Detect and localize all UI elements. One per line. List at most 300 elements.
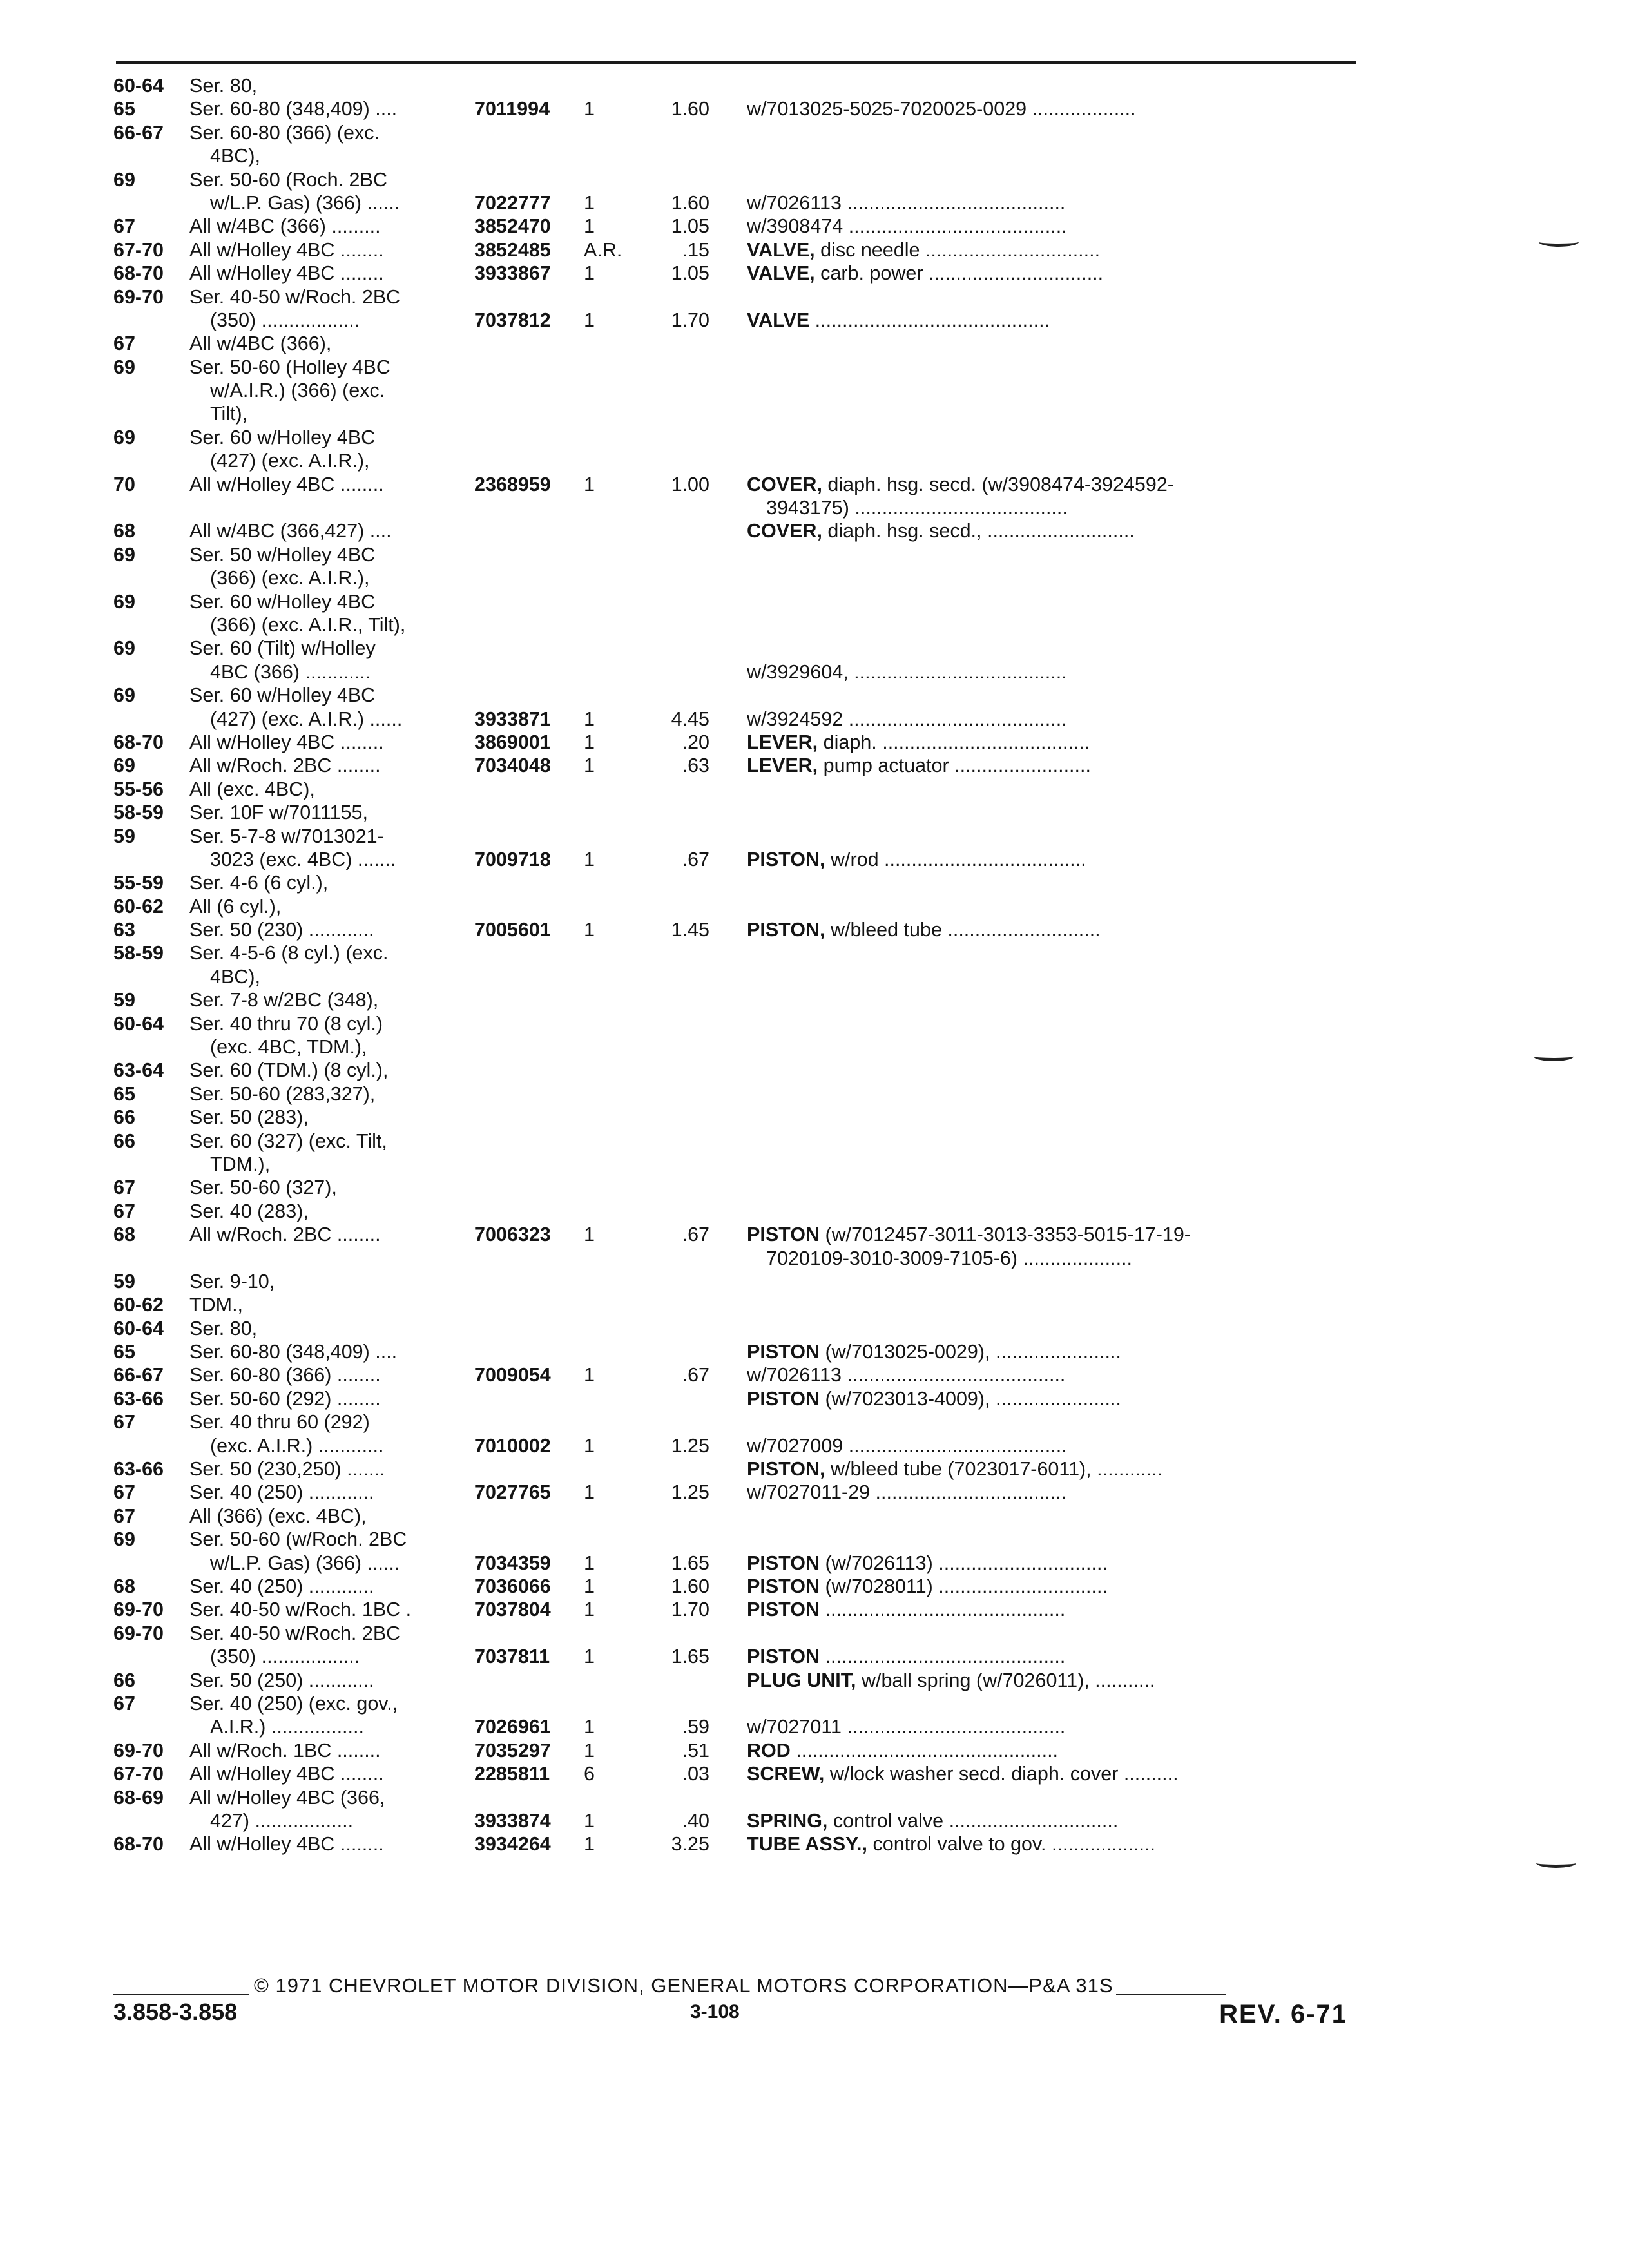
model-year: 68-70 <box>113 731 164 753</box>
application: Ser. 40 (250) ............ <box>189 1575 374 1597</box>
table-row <box>113 379 1360 402</box>
column-gap <box>709 1715 747 1738</box>
table-row <box>113 1223 1360 1246</box>
quantity <box>584 1035 648 1059</box>
footer-copyright: © 1971 CHEVROLET MOTOR DIVISION, GENERAL MOTORS CORPORATION—P&A 31S <box>254 1974 1113 1997</box>
quantity: 1 <box>584 1739 595 1762</box>
quantity <box>584 285 648 309</box>
description-heading: VALVE, <box>747 262 815 285</box>
part-number: 3934264 <box>474 1833 551 1856</box>
table-row <box>113 496 1360 519</box>
column-gap <box>709 1059 747 1082</box>
column-gap <box>709 379 747 402</box>
description <box>747 1153 1360 1176</box>
part-number <box>474 1528 584 1551</box>
column-gap <box>709 1176 747 1199</box>
application: Ser. 50-60 (Roch. 2BC <box>189 168 387 191</box>
part-number <box>474 1106 584 1129</box>
description-heading: VALVE <box>747 309 810 331</box>
application: Ser. 5-7-8 w/7013021- <box>189 825 384 847</box>
application: Ser. 60 (327) (exc. Tilt, <box>189 1129 387 1152</box>
price: 1.00 <box>671 473 709 495</box>
price: .59 <box>682 1716 709 1738</box>
column-gap <box>709 168 747 191</box>
price <box>648 379 709 402</box>
top-rule <box>116 61 1356 64</box>
price <box>648 1012 709 1035</box>
quantity <box>584 1129 648 1153</box>
part-number: 7022777 <box>474 191 551 214</box>
part-number <box>474 1410 584 1434</box>
quantity: 1 <box>584 919 595 941</box>
application: All w/Holley 4BC ........ <box>189 1833 384 1856</box>
table-row <box>113 1035 1360 1059</box>
table-row <box>113 1762 1360 1785</box>
description <box>747 1762 1360 1785</box>
description <box>747 801 1360 824</box>
table-row <box>113 426 1360 449</box>
part-number <box>474 1200 584 1223</box>
description-text: w/3924592 ........................................ <box>747 707 1067 730</box>
application: All w/Holley 4BC (366, <box>189 1786 385 1809</box>
quantity <box>584 1692 648 1715</box>
table-row <box>113 1809 1360 1832</box>
column-gap <box>709 1410 747 1434</box>
model-year: 70 <box>113 473 135 495</box>
description <box>747 1223 1360 1246</box>
description <box>747 1387 1360 1410</box>
table-row <box>113 1153 1360 1176</box>
application: Ser. 80, <box>189 1317 258 1340</box>
quantity <box>584 1012 648 1035</box>
application: Ser. 80, <box>189 75 258 97</box>
table-row <box>113 215 1360 238</box>
description <box>747 1106 1360 1129</box>
part-number <box>474 941 584 965</box>
quantity <box>584 1059 648 1082</box>
table-row <box>113 895 1360 918</box>
model-year: 69-70 <box>113 1622 164 1644</box>
description <box>747 941 1360 965</box>
application: Ser. 40 (250) ............ <box>189 1481 374 1504</box>
description-heading: PISTON <box>747 1387 820 1410</box>
quantity: 1 <box>584 191 595 214</box>
part-number: 3933871 <box>474 707 551 730</box>
quantity: 1 <box>584 707 595 730</box>
price <box>648 660 709 684</box>
column-gap <box>709 402 747 425</box>
price <box>648 449 709 472</box>
price: .67 <box>682 848 709 870</box>
description-text: control valve to gov. ................... <box>872 1833 1155 1856</box>
description <box>747 613 1360 637</box>
application: w/L.P. Gas) (366) ...... <box>210 1552 400 1574</box>
price <box>648 1106 709 1129</box>
table-row <box>113 1832 1360 1856</box>
part-number <box>474 285 584 309</box>
description-text: w/7027009 ........................................ <box>747 1434 1067 1457</box>
binding-mark <box>1536 1858 1576 1868</box>
price: .67 <box>682 1224 709 1246</box>
table-row <box>113 613 1360 637</box>
price <box>648 332 709 355</box>
quantity: 1 <box>584 848 595 870</box>
part-number <box>474 519 584 543</box>
description <box>747 1528 1360 1551</box>
application: All w/Roch. 2BC ........ <box>189 1224 381 1246</box>
application: Ser. 60 w/Holley 4BC <box>189 684 376 707</box>
description <box>747 918 1360 941</box>
column-gap <box>709 1247 747 1270</box>
model-year: 69 <box>113 543 135 566</box>
model-year <box>113 1552 189 1575</box>
table-row <box>113 1317 1360 1340</box>
model-year: 66 <box>113 1669 135 1691</box>
column-gap <box>709 1457 747 1481</box>
application: Ser. 50 (230) ............ <box>189 919 374 941</box>
description-heading: PISTON <box>747 1224 820 1246</box>
model-year: 69 <box>113 637 135 660</box>
part-number <box>474 1059 584 1082</box>
table-row <box>113 332 1360 355</box>
model-year: 63-64 <box>113 1059 164 1082</box>
price <box>648 1669 709 1692</box>
price: .67 <box>682 1364 709 1387</box>
application: Ser. 50-60 (292) ........ <box>189 1387 381 1410</box>
model-year <box>113 1434 189 1457</box>
description <box>747 1504 1360 1528</box>
column-gap <box>709 941 747 965</box>
price <box>648 965 709 988</box>
part-number <box>474 684 584 707</box>
description-text: w/7026113 ........................................ <box>747 1364 1066 1387</box>
column-gap <box>709 191 747 215</box>
part-number <box>474 1153 584 1176</box>
model-year <box>113 496 189 519</box>
table-row <box>113 144 1360 168</box>
description-text: w/7013025-5025-7020025-0029 ................... <box>747 98 1136 120</box>
application: Ser. 60-80 (366) ........ <box>189 1364 381 1387</box>
part-number <box>474 144 584 168</box>
table-row <box>113 590 1360 613</box>
application: All w/4BC (366) ......... <box>189 215 381 238</box>
footer-rule-left <box>113 1994 249 1995</box>
model-year <box>113 402 189 425</box>
column-gap <box>709 1387 747 1410</box>
application: All (exc. 4BC), <box>189 778 315 800</box>
description <box>747 1200 1360 1223</box>
application: Ser. 4-6 (6 cyl.), <box>189 872 329 894</box>
description-text: w/bleed tube ............................ <box>830 919 1101 941</box>
application: Ser. 50 (250) ............ <box>189 1669 374 1691</box>
model-year: 59 <box>113 1270 135 1293</box>
quantity <box>584 1786 648 1809</box>
quantity <box>584 778 648 801</box>
price <box>648 1247 709 1270</box>
column-gap <box>709 895 747 918</box>
model-year: 67 <box>113 1481 135 1504</box>
model-year: 68 <box>113 520 135 543</box>
quantity <box>584 590 648 613</box>
table-row <box>113 566 1360 590</box>
table-row <box>113 1410 1360 1434</box>
description <box>747 825 1360 848</box>
price <box>648 74 709 97</box>
application: Ser. 10F w/7011155, <box>189 802 368 824</box>
description <box>747 496 1360 519</box>
part-number: 3933867 <box>474 262 551 285</box>
part-number: 2285811 <box>474 1763 550 1785</box>
price <box>648 1622 709 1645</box>
description <box>747 1669 1360 1692</box>
column-gap <box>709 1762 747 1785</box>
model-year: 66 <box>113 1129 135 1152</box>
description-text: control valve ............................... <box>833 1809 1119 1832</box>
quantity: 1 <box>584 1716 595 1738</box>
quantity <box>584 543 648 566</box>
quantity: 1 <box>584 1552 595 1574</box>
part-number <box>474 1012 584 1035</box>
price <box>648 1528 709 1551</box>
model-year: 69 <box>113 1528 135 1551</box>
model-year: 59 <box>113 989 135 1012</box>
model-year: 67 <box>113 1177 135 1199</box>
table-row <box>113 473 1360 496</box>
column-gap <box>709 1598 747 1621</box>
quantity <box>584 1082 648 1106</box>
model-year: 60-64 <box>113 1012 164 1035</box>
description-text: diaph. hsg. secd., ........................... <box>827 520 1135 543</box>
table-row <box>113 1715 1360 1738</box>
quantity <box>584 941 648 965</box>
price <box>648 1410 709 1434</box>
part-number <box>474 590 584 613</box>
quantity <box>584 1153 648 1176</box>
price <box>648 1082 709 1106</box>
price <box>648 778 709 801</box>
description <box>747 449 1360 472</box>
part-number <box>474 801 584 824</box>
quantity <box>584 660 648 684</box>
column-gap <box>709 1552 747 1575</box>
part-number: 3933874 <box>474 1809 551 1832</box>
binding-mark <box>1534 1052 1574 1061</box>
part-number: 7027765 <box>474 1481 551 1504</box>
model-year <box>113 613 189 637</box>
description <box>747 1481 1360 1504</box>
model-year <box>113 1153 189 1176</box>
description-text: w/3908474 ........................................ <box>747 215 1067 238</box>
application: Ser. 60-80 (348,409) .... <box>189 1341 398 1363</box>
quantity: 1 <box>584 731 595 753</box>
column-gap <box>709 1481 747 1504</box>
model-year: 69 <box>113 356 135 378</box>
description-heading: VALVE, <box>747 238 815 261</box>
part-number <box>474 1035 584 1059</box>
table-row <box>113 238 1360 262</box>
column-gap <box>709 97 747 120</box>
model-year: 68 <box>113 1575 135 1597</box>
model-year <box>113 309 189 332</box>
table-row <box>113 97 1360 120</box>
model-year: 55-59 <box>113 872 164 894</box>
description <box>747 1786 1360 1809</box>
column-gap <box>709 1340 747 1363</box>
application: Ser. 60-80 (366) (exc. <box>189 121 380 144</box>
application: (427) (exc. A.I.R.) ...... <box>210 707 403 730</box>
part-number <box>474 1457 584 1481</box>
price: .51 <box>682 1739 709 1762</box>
application: (427) (exc. A.I.R.), <box>210 450 370 472</box>
quantity <box>584 684 648 707</box>
part-number: 3869001 <box>474 731 551 753</box>
part-number: 7006323 <box>474 1224 551 1246</box>
model-year: 65 <box>113 1082 135 1105</box>
price <box>648 941 709 965</box>
description-text: 3943175) ....................................... <box>766 497 1068 519</box>
quantity: 1 <box>584 1481 595 1504</box>
description <box>747 144 1360 168</box>
part-number <box>474 356 584 379</box>
price: 1.05 <box>671 215 709 238</box>
description-heading: ROD <box>747 1739 791 1762</box>
application: All (366) (exc. 4BC), <box>189 1504 367 1527</box>
description-text: carb. power ................................ <box>820 262 1104 285</box>
table-row <box>113 402 1360 425</box>
model-year: 69-70 <box>113 285 164 308</box>
application: 4BC), <box>210 965 260 988</box>
price <box>648 1457 709 1481</box>
footer-revision: REV. 6-71 <box>1219 2000 1347 2028</box>
model-year: 69 <box>113 426 135 448</box>
price <box>648 543 709 566</box>
description <box>747 895 1360 918</box>
column-gap <box>709 801 747 824</box>
table-row <box>113 637 1360 660</box>
model-year: 68 <box>113 1224 135 1246</box>
column-gap <box>709 1223 747 1246</box>
model-year <box>113 848 189 871</box>
part-number: 7010002 <box>474 1434 551 1457</box>
description-text: w/lock washer secd. diaph. cover .......... <box>829 1763 1179 1785</box>
price <box>648 566 709 590</box>
application <box>189 496 474 519</box>
part-number: 7005601 <box>474 919 551 941</box>
model-year: 67 <box>113 1504 135 1527</box>
model-year <box>113 1715 189 1738</box>
description-text: (w/7026113) ............................... <box>825 1552 1108 1574</box>
table-row <box>113 1575 1360 1598</box>
price <box>648 1504 709 1528</box>
price <box>648 1340 709 1363</box>
table-row <box>113 1387 1360 1410</box>
part-number: 7035297 <box>474 1739 551 1762</box>
part-number <box>474 1669 584 1692</box>
quantity <box>584 426 648 449</box>
quantity: 1 <box>584 1575 595 1597</box>
table-row <box>113 74 1360 97</box>
column-gap <box>709 1293 747 1316</box>
description <box>747 660 1360 684</box>
model-year: 66 <box>113 1106 135 1129</box>
column-gap <box>709 1200 747 1223</box>
price: 1.60 <box>671 191 709 214</box>
column-gap <box>709 449 747 472</box>
model-year <box>113 449 189 472</box>
description-text: w/ball spring (w/7026011), ........... <box>861 1669 1155 1691</box>
table-row <box>113 1481 1360 1504</box>
quantity: 1 <box>584 215 595 238</box>
footer-section-code: 3.858-3.858 <box>113 1999 238 2025</box>
table-row <box>113 1129 1360 1153</box>
model-year: 67 <box>113 1200 135 1222</box>
application: All w/4BC (366), <box>189 332 332 355</box>
description-heading: PISTON <box>747 1341 820 1363</box>
description <box>747 1247 1360 1270</box>
column-gap <box>709 1434 747 1457</box>
table-row <box>113 262 1360 285</box>
application: 4BC), <box>210 145 260 168</box>
part-number <box>474 965 584 988</box>
application: TDM.), <box>210 1153 271 1175</box>
price <box>648 496 709 519</box>
table-row <box>113 1622 1360 1645</box>
table-row <box>113 1739 1360 1762</box>
description-text: ................................................ <box>796 1739 1059 1762</box>
description <box>747 1082 1360 1106</box>
model-year: 69-70 <box>113 1739 164 1762</box>
model-year: 67 <box>113 215 135 238</box>
description-text: diaph. ...................................... <box>823 731 1090 753</box>
application: Ser. 40-50 w/Roch. 1BC . <box>189 1599 412 1621</box>
price <box>648 1692 709 1715</box>
table-row <box>113 871 1360 894</box>
description <box>747 519 1360 543</box>
price <box>648 988 709 1012</box>
model-year: 60-62 <box>113 895 164 918</box>
model-year: 65 <box>113 1341 135 1363</box>
model-year <box>113 965 189 988</box>
quantity <box>584 1270 648 1293</box>
quantity: 1 <box>584 1646 595 1668</box>
price: .63 <box>682 754 709 777</box>
application: All w/Holley 4BC ........ <box>189 1763 384 1785</box>
price <box>648 1293 709 1316</box>
description-text: w/3929604, ....................................... <box>747 660 1067 683</box>
description-heading: PISTON, <box>747 1458 825 1481</box>
price <box>648 613 709 637</box>
column-gap <box>709 918 747 941</box>
quantity <box>584 1387 648 1410</box>
description <box>747 309 1360 332</box>
application: Ser. 60 w/Holley 4BC <box>189 426 376 448</box>
model-year: 69 <box>113 168 135 191</box>
model-year: 66-67 <box>113 121 164 144</box>
part-number <box>474 1622 584 1645</box>
column-gap <box>709 1575 747 1598</box>
quantity <box>584 1247 648 1270</box>
table-row <box>113 1293 1360 1316</box>
part-number: 2368959 <box>474 473 551 495</box>
quantity: 1 <box>584 309 595 331</box>
description <box>747 1129 1360 1153</box>
description <box>747 848 1360 871</box>
footer-copyright-line <box>113 1974 1360 1997</box>
part-number <box>474 566 584 590</box>
quantity <box>584 613 648 637</box>
model-year <box>113 1035 189 1059</box>
model-year: 65 <box>113 98 135 120</box>
